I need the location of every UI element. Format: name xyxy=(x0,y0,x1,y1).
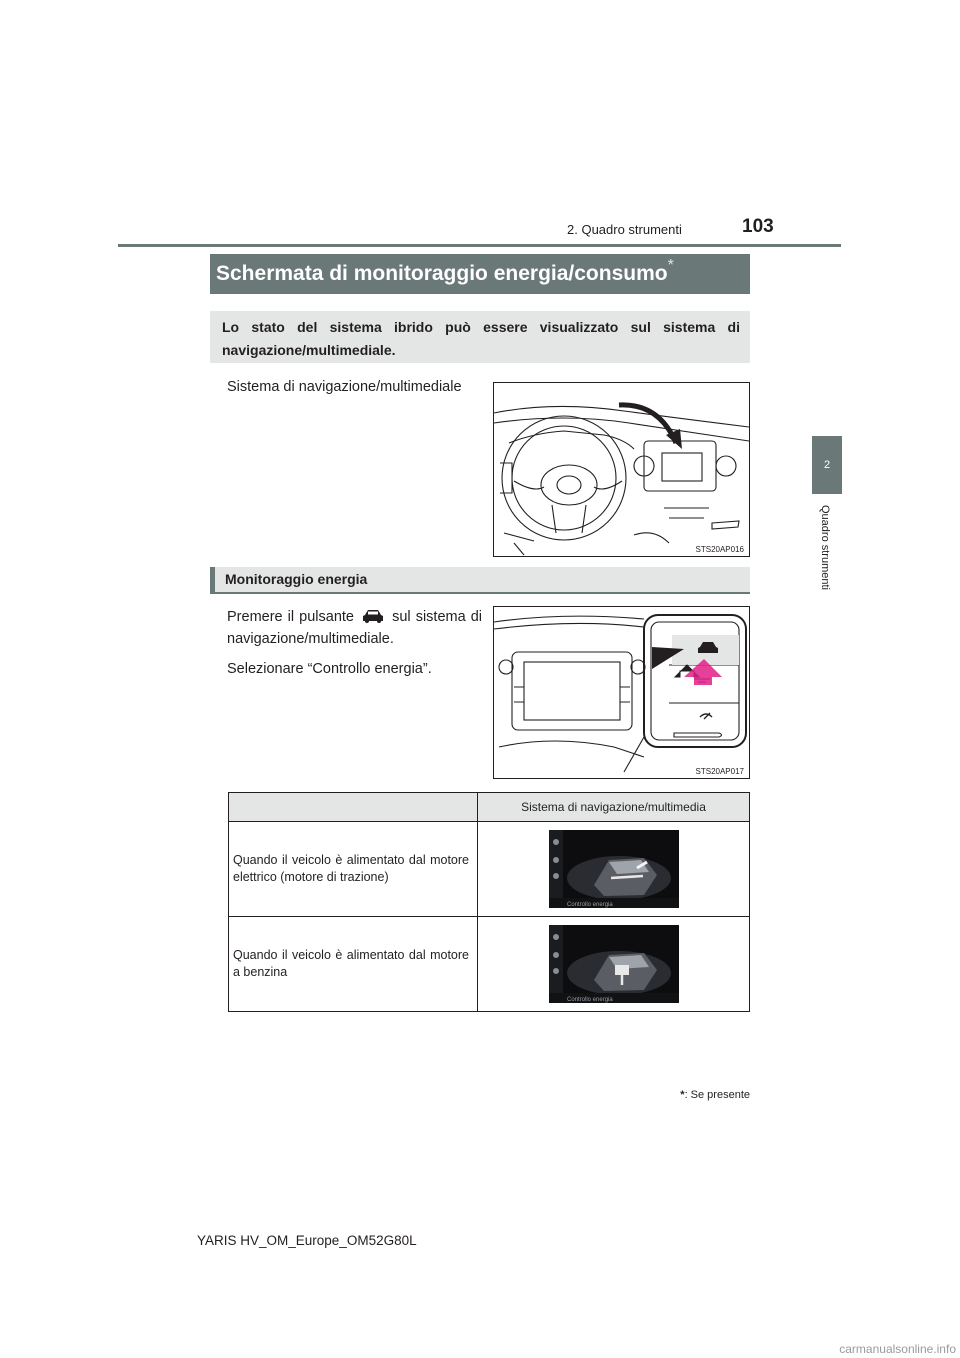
step-1 xyxy=(227,606,482,650)
header-rule xyxy=(118,244,841,247)
arrow-icon xyxy=(619,405,676,443)
headunit-figure xyxy=(493,606,750,779)
figure-code-2: STS20AP017 xyxy=(695,767,744,776)
screen-label: Controllo energia xyxy=(566,902,613,908)
table-row-image xyxy=(478,917,750,1012)
page-number: 103 xyxy=(742,216,774,237)
table-row xyxy=(229,822,750,917)
table-header-row xyxy=(229,793,750,822)
chapter-tab-label-box xyxy=(805,505,849,615)
section-title xyxy=(210,254,750,294)
step-2: Selezionare “Controllo energia”. xyxy=(227,661,432,677)
step-1-text-a: Premere il pulsante xyxy=(227,609,354,625)
table-row-image xyxy=(478,822,750,917)
nav-caption: Sistema di navigazione/multimediale xyxy=(227,379,462,395)
footnote-text: : Se presente xyxy=(684,1089,750,1101)
car-button-icon xyxy=(362,609,384,623)
figure-code: STS20AP016 xyxy=(695,545,744,554)
headunit-drawing xyxy=(494,607,749,778)
dashboard-figure xyxy=(493,382,750,557)
chapter-tab-label: Quadro strumenti xyxy=(819,505,831,590)
energy-screen-electric xyxy=(549,830,679,908)
footnote xyxy=(680,1089,750,1101)
energy-monitor-table xyxy=(228,792,750,1012)
table-header-empty xyxy=(229,793,478,822)
running-header: 2. Quadro strumenti xyxy=(567,222,682,237)
document-footer: YARIS HV_OM_Europe_OM52G80L xyxy=(197,1233,417,1248)
watermark: carmanualsonline.info xyxy=(839,1342,956,1356)
section-title-text: Schermata di monitoraggio energia/consumo xyxy=(216,262,668,285)
subsection-title: Monitoraggio energia xyxy=(210,567,750,594)
energy-screen-petrol xyxy=(549,925,679,1003)
step-1-text-b: sul sistema di navigazione/multimediale. xyxy=(227,609,483,647)
asterisk-mark: * xyxy=(667,257,674,274)
table-row-label: Quando il veicolo è alimentato dal motore elettrico (motore di trazione) xyxy=(229,822,478,917)
footnote-mark: * xyxy=(680,1089,685,1101)
table-row xyxy=(229,917,750,1012)
intro-box: Lo stato del sistema ibrido può essere visualizzato sul sistema di navigazione/multimediale. xyxy=(210,311,750,363)
table-header-cell: Sistema di navigazione/multimedia xyxy=(478,793,750,822)
screen-label: Controllo energia xyxy=(566,997,613,1003)
table-row-label: Quando il veicolo è alimentato dal motore a benzina xyxy=(229,917,478,1012)
chapter-tab: 2 xyxy=(812,436,842,494)
dashboard-drawing xyxy=(494,383,749,556)
